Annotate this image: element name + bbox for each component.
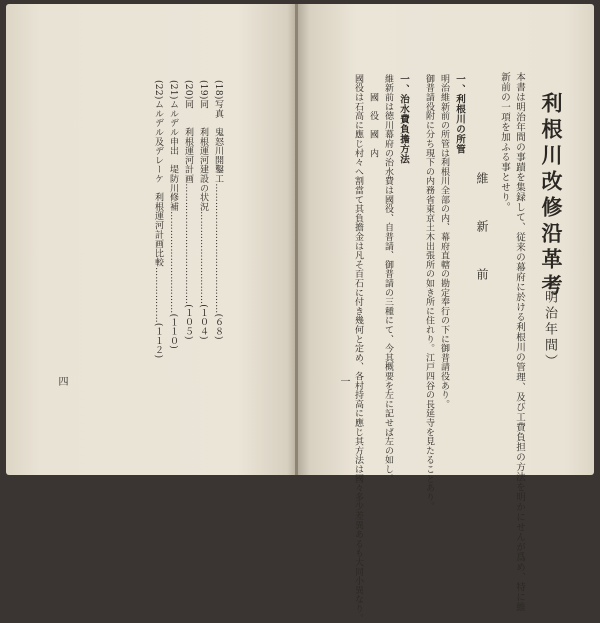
book-spread: [6, 4, 594, 623]
section-heading-jurisdiction: 一、利根川の所管: [454, 74, 465, 154]
left-page-contents: [6, 4, 296, 475]
intro-line-1: 本書は明治年間の事蹟を集録して、従来の幕府に於ける利根川の管理、及び工費負担の方法を明かにせんが爲め、特に維: [514, 72, 525, 612]
toc-entry-19: (19)同 利根運河建設の状況…………………………(１０４): [198, 80, 208, 340]
section-costs-line-3: 國役は石高に應じ村々へ割當て其負擔金は凡そ百石に付き幾何と定め、各村持高に應じ其方法は國々多少差異あるも大同小異なり。: [353, 74, 363, 623]
right-page-body: [298, 4, 594, 623]
toc-entry-20: (20)同 利根運河計画…………………………………(１０５): [183, 80, 193, 340]
intro-line-2: 新前の一項を加ふる事とせり。: [499, 72, 510, 212]
toc-entry-22: (22)ムルデル及デレーケ 利根運河計画比較………………(１１２): [153, 80, 163, 359]
section-jurisdiction-line-2: 御普請役附に分ち現下の内務省東京土木出張所の如き所に住れり。江戸四谷の長延寺を見たることあり。: [424, 74, 434, 512]
toc-entry-21: (21)ムルデル申出 堤防川修補……………………………(１１０): [168, 80, 178, 350]
section-jurisdiction-line-1: 明治維新前の所管は利根川全部の内、幕府直轄の勘定奉行の下に御普請役あり。: [439, 74, 449, 409]
page-title: 利根川改修沿革考: [539, 92, 564, 300]
page-subtitle: （明治年間）: [542, 274, 557, 370]
page-number-right: 四: [56, 376, 67, 386]
section-costs-line-2: 國 役 國 内: [368, 74, 378, 158]
toc-entry-18: (18)写真 鬼怒川開鑿工……………………………………(６８): [213, 80, 223, 340]
section-costs-line-1: 維新前は徳川幕府の治水費は國役、自普請、御普請の三種にて、今其概要を左に記せば左の如し。: [383, 74, 393, 484]
era-heading: 維 新 前: [475, 172, 489, 292]
page-number-left: 一: [338, 376, 349, 386]
section-heading-costs: 一、治水費負擔方法: [398, 74, 409, 164]
